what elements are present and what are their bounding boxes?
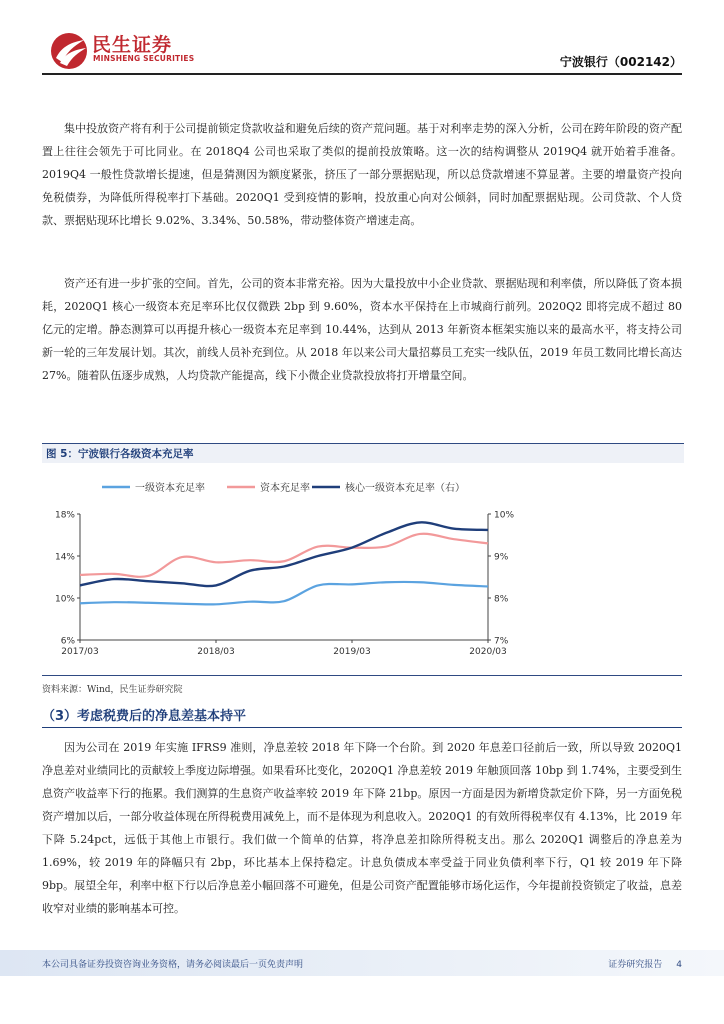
figure-title: 图 5：宁波银行各级资本充足率: [42, 443, 684, 463]
footer-right: [594, 957, 682, 970]
chart-series: [80, 522, 488, 604]
paragraph-net-interest-margin: 因为公司在 2019 年实施 IFRS9 准则，净息差较 2018 年下降一个台阶。到 2020 年息差口径前后一致，所以导致 2020Q1 净息差对业绩同比的贡献较上季度边际增强。如果看环比变化，2020Q1 净息差较 2019 年触顶回落 10bp 到 1.74%，主要受到生息资产收益率下行的拖累。我们测算的生息资产收益率较 2019 年下降 21bp。原因一方面是因为新增贷款定价下降，另一方面免税资产增加以后，一部分收益体现在所得税费用减免上，而不是体现为利息收入。2020Q1 的有效所得税率仅有 4.13%，比 2019 年下降 5.24pct，远低于其他上市银行。我们做一个简单的估算，将净息差扣除所得税支出。那么 2020Q1 调整后的净息差为 1.69%，较 2019 年的降幅只有 2bp，环比基本上保持稳定。计息负债成本率受益于同业负债利率下行，Q1 较 2019 年下降 9bp。展望全年，利率中枢下行以后净息差小幅回落不可避免，但是公司资产配置能够市场化运作，今年提前投资锁定了收益，息差收窄对业绩的影响基本可控。: [42, 741, 683, 915]
page-header: [0, 0, 724, 80]
left-tick-label-1: 14%: [54, 552, 75, 563]
legend-label-0: 一级资本充足率: [135, 483, 205, 494]
left-tick-label-3: 6%: [60, 636, 75, 647]
paragraph-asset-allocation: 集中投放资产将有利于公司提前锁定贷款收益和避免后续的资产荒问题。基于对利率走势的深入分析，公司在跨年阶段的资产配置上往往会领先于可比同业。在 2018Q4 公司也采取了类似的提前投放策略。这一次的结构调整从 2019Q4 就开始着手准备。2019Q4 一般性贷款增长提速，但是猜测因为额度紧张，挤压了一部分票据贴现，所以总贷款增速不算显著。主要的增量资产投向免税债券，为降低所得税率打下基础。2020Q1 受到疫情的影响，投放重心向对公倾斜，同时加配票据贴现。公司贷款、个人贷款、票据贴现环比增长 9.02%、3.34%、50.58%，带动整体资产增速走高。: [42, 122, 682, 227]
series-line-0: [80, 582, 488, 604]
footer-disclaimer: 本公司具备证券投资咨询业务资格，请务必阅读最后一页免责声明: [42, 960, 304, 970]
section-divider: [42, 727, 682, 728]
right-tick-label-0: 10%: [494, 510, 515, 521]
page-footer: [0, 952, 724, 982]
right-tick-label-1: 9%: [494, 552, 509, 563]
x-tick-label-2: 2019/03: [333, 647, 371, 657]
paragraph-capital-expansion: 资产还有进一步扩张的空间。首先，公司的资本非常充裕。因为大量投放中小企业贷款、票据贴现和利率债，所以降低了资本损耗，2020Q1 核心一级资本充足率环比仅仅微跌 2bp 到 9.60%，资本水平保持在上市城商行前列。2020Q2 即将完成不超过 80 亿元的定增。静态测算可以再提升核心一级资本充足率到 10.44%，达到从 2013 年新资本框架实施以来的最高水平，将支持公司新一轮的三年发展计划。其次，前线人员补充到位。从 2018 年以来公司大量招募员工充实一线队伍，2019 年员工数同比增长高达 27%。随着队伍逐步成熟，人均贷款产能提高，线下小微企业贷款投放将打开增量空间。: [42, 277, 682, 382]
capital-ratio-chart: [42, 470, 684, 660]
footer-report-type: 证券研究报告: [608, 960, 663, 970]
figure-source: 资料来源：Wind，民生证券研究院: [42, 685, 183, 695]
page-number: 4: [676, 960, 682, 970]
right-tick-label-2: 8%: [494, 594, 509, 605]
x-tick-label-0: 2017/03: [61, 647, 99, 657]
company-ticker: 宁波银行（002142）: [559, 55, 682, 69]
legend-label-1: 资本充足率: [260, 483, 310, 494]
x-tick-label-3: 2020/03: [469, 647, 507, 657]
header-divider: [42, 73, 682, 75]
minsheng-logo-icon: [50, 32, 90, 70]
figure-divider: [42, 675, 682, 676]
brand-name-cn: 民生证券: [92, 34, 173, 56]
brand-name-en: MINSHENG SECURITIES: [93, 54, 195, 63]
x-tick-label-1: 2018/03: [197, 647, 235, 657]
right-tick-label-3: 7%: [494, 636, 509, 647]
series-line-1: [80, 534, 488, 577]
section-title: （3）考虑税费后的净息差基本持平: [42, 709, 247, 724]
left-tick-label-0: 18%: [54, 510, 75, 521]
legend-label-2: 核心一级资本充足率（右）: [345, 483, 465, 494]
left-tick-label-2: 10%: [54, 594, 75, 605]
chart-legend: [102, 481, 465, 494]
